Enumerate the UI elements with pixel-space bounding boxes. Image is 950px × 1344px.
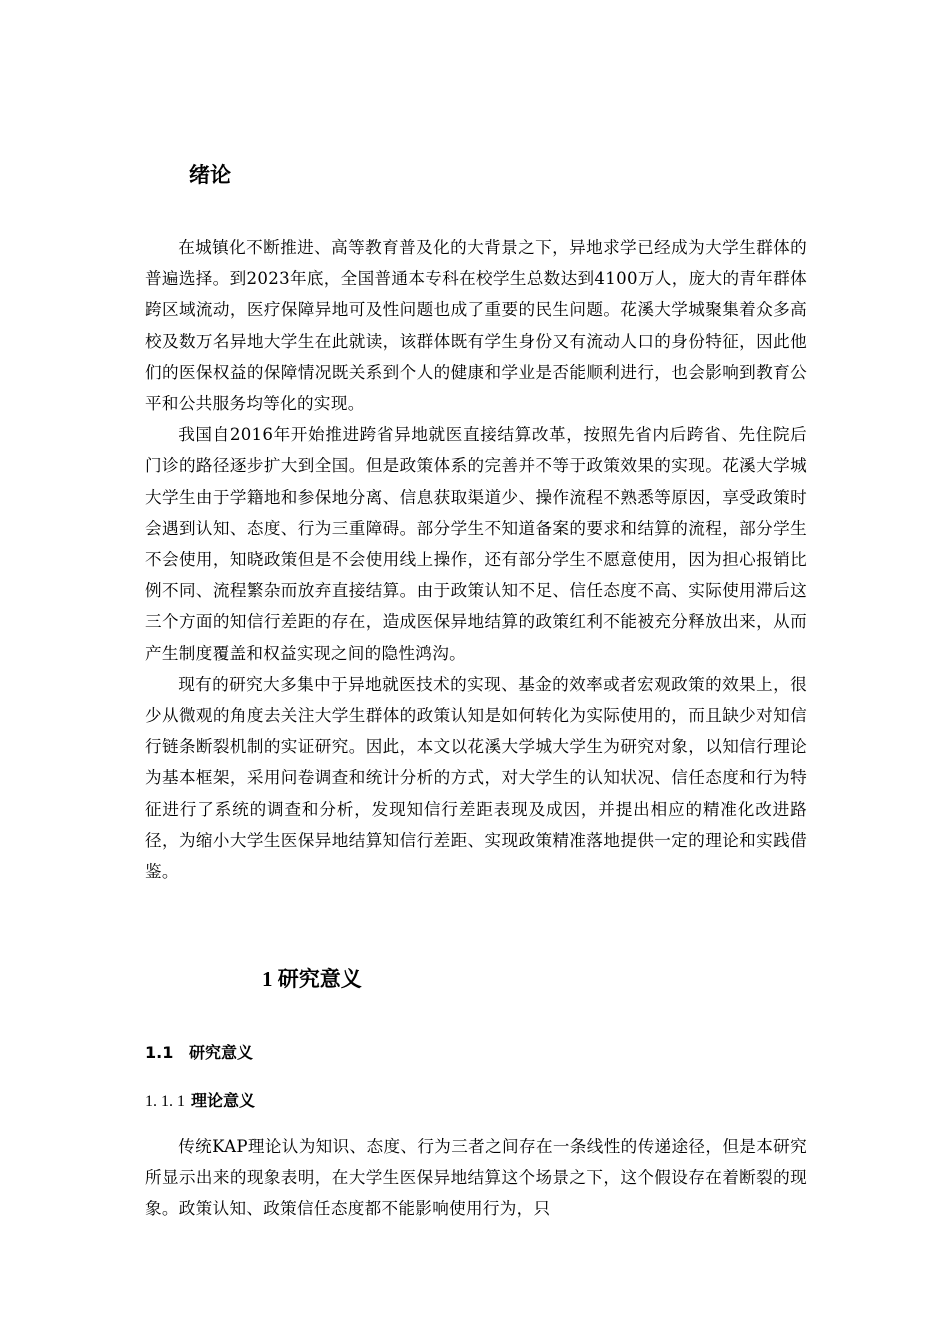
intro-paragraph-2: 我国自2016年开始推进跨省异地就医直接结算改革，按照先省内后跨省、先住院后门诊的路径逐步扩大到全国。但是政策体系的完善并不等于政策效果的实现。花溪大学城大学生由于学籍地和参保地分离、信息获取渠道少、操作流程不熟悉等原因，享受政策时会遇到认知、态度、行为三重障碍。部分学生不知道备案的要求和结算的流程，部分学生不会使用，知晓政策但是不会使用线上操作，还有部分学生不愿意使用，因为担心报销比例不同、流程繁杂而放弃直接结算。由于政策认知不足、信任态度不高、实际使用滞后这三个方面的知信行差距的存在，造成医保异地结算的政策红利不能被充分释放出来，从而产生制度覆盖和权益实现之间的隐性鸿沟。 [145, 425, 807, 663]
intro-paragraph-3: 现有的研究大多集中于异地就医技术的实现、基金的效率或者宏观政策的效果上，很少从微观的角度去关注大学生群体的政策认知是如何转化为实际使用的，而且缺少对知信行链条断裂机制的实证研究。因此，本文以花溪大学城大学生为研究对象，以知信行理论为基本框架，采用问卷调查和统计分析的方式，对大学生的认知状况、信任态度和行为特征进行了系统的调查和分析，发现知信行差距表现及成因，并提出相应的精准化改进路径，为缩小大学生医保异地结算知信行差距、实现政策精准落地提供一定的理论和实践借鉴。 [145, 674, 807, 882]
section-1-1-1-heading [145, 1089, 255, 1114]
theory-paragraph-1: 传统KAP理论认为知识、态度、行为三者之间存在一条线性的传递途径，但是本研究所显示出来的现象表明，在大学生医保异地结算这个场景之下，这个假设存在着断裂的现象。政策认知、政策信任态度都不能影响使用行为，只 [145, 1137, 807, 1219]
section-1-1-heading [145, 1041, 253, 1065]
intro-paragraph-1: 在城镇化不断推进、高等教育普及化的大背景之下，异地求学已经成为大学生群体的普遍选择。到2023年底，全国普通本专科在校学生总数达到4100万人，庞大的青年群体跨区域流动，医疗保障异地可及性问题也成了重要的民生问题。花溪大学城聚集着众多高校及数万名异地大学生在此就读，该群体既有学生身份又有流动人口的身份特征，因此他们的医保权益的保障情况既关系到个人的健康和学业是否能顺利进行，也会影响到教育公平和公共服务均等化的实现。 [145, 238, 807, 414]
section-1-1-1-title: 理论意义 [191, 1091, 256, 1110]
section-1-1-1-number: 1. 1. 1 [145, 1093, 185, 1110]
chapter-1-heading: 1 研究意义 [262, 967, 362, 991]
section-1-1-title: 研究意义 [189, 1043, 254, 1062]
intro-title: 绪论 [189, 163, 231, 187]
intro-body [145, 232, 807, 887]
theory-body [145, 1131, 807, 1225]
section-1-1-number: 1.1 [145, 1043, 174, 1062]
